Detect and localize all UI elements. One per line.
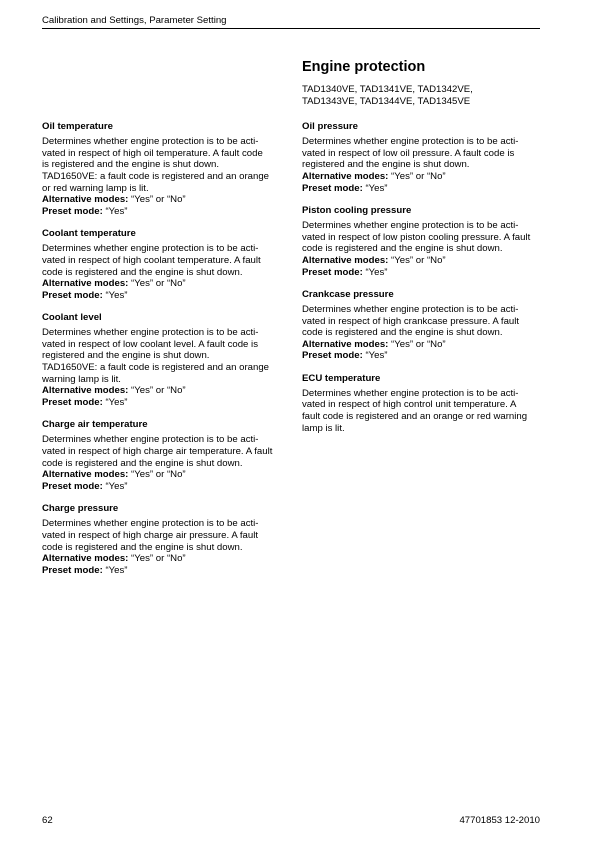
preset-mode-value: “Yes”: [365, 350, 388, 362]
alternative-modes: [302, 171, 542, 183]
running-header: Calibration and Settings, Parameter Setting: [42, 15, 227, 26]
engine-models: [302, 84, 542, 109]
description-line: TAD1650VE: a fault code is registered and an orange: [42, 362, 270, 374]
description-line: code is registered and the engine is shut down.: [42, 457, 243, 469]
preset-mode-label: Preset mode:: [42, 206, 103, 218]
parameter-title: Coolant temperature: [42, 228, 136, 240]
description-line: vated in respect of high charge air temperature. A fault: [42, 446, 273, 457]
parameter-block: [302, 121, 542, 194]
preset-mode-value: “Yes”: [105, 480, 128, 492]
alternative-modes-label: Alternative modes:: [42, 278, 129, 290]
parameter-title: Oil pressure: [302, 121, 358, 132]
description-line: code is registered and the engine is shut down.: [42, 541, 243, 553]
parameter-block: [42, 121, 282, 218]
alternative-modes: [42, 278, 282, 290]
parameter-block: [302, 205, 542, 278]
parameter-title: Piston cooling pressure: [302, 204, 412, 216]
parameter-title: Coolant level: [42, 312, 102, 324]
parameter-block: [42, 419, 282, 492]
preset-mode-value: “Yes”: [105, 289, 128, 301]
description-line: lamp is lit.: [302, 422, 345, 434]
description-line: Determines whether engine protection is to be acti-: [42, 434, 259, 446]
description-line: vated in respect of high oil temperature. A fault code: [42, 147, 263, 159]
preset-mode-label: Preset mode:: [302, 182, 363, 194]
alternative-modes: [302, 255, 542, 267]
parameter-title: ECU temperature: [302, 372, 381, 384]
alternative-modes-value: “Yes” or “No”: [391, 254, 446, 266]
alternative-modes: [42, 385, 282, 397]
preset-mode-value: “Yes”: [105, 564, 128, 576]
parameter-block: [302, 289, 542, 362]
description-line: registered and the engine is shut down.: [42, 350, 210, 362]
document-id: 47701853 12-2010: [459, 815, 540, 826]
preset-mode: [302, 267, 542, 279]
description-line: registered and the engine is shut down.: [302, 159, 470, 171]
preset-mode-value: “Yes”: [105, 206, 128, 218]
alternative-modes-value: “Yes” or “No”: [391, 171, 446, 183]
alternative-modes-label: Alternative modes:: [42, 194, 129, 206]
description-line: vated in respect of low piston cooling pressure. A fault: [302, 231, 531, 243]
preset-mode-label: Preset mode:: [42, 397, 103, 409]
description-line: Determines whether engine protection is to be acti-: [42, 327, 259, 339]
description-line: vated in respect of high crankcase pressure. A fault: [302, 315, 520, 327]
description-line: vated in respect of low coolant level. A fault code is: [42, 338, 258, 350]
description-line: code is registered and the engine is shut down.: [302, 243, 503, 255]
description-line: or red warning lamp is lit.: [42, 182, 149, 194]
alternative-modes-value: “Yes” or “No”: [391, 338, 446, 350]
parameter-block: [302, 373, 542, 435]
alternative-modes: [302, 339, 542, 351]
alternative-modes-label: Alternative modes:: [42, 469, 129, 481]
description-line: Determines whether engine protection is to be acti-: [42, 243, 259, 255]
alternative-modes-value: “Yes” or “No”: [131, 385, 186, 397]
description-line: Determines whether engine protection is to be acti-: [42, 136, 259, 148]
description-line: Determines whether engine protection is to be acti-: [302, 387, 519, 399]
preset-mode: [42, 290, 282, 302]
left-column: [42, 121, 282, 587]
parameter-description: [42, 434, 282, 469]
description-line: vated in respect of high charge air pressure. A fault: [42, 529, 258, 541]
preset-mode: [42, 397, 282, 409]
preset-mode-label: Preset mode:: [302, 350, 363, 362]
description-line: Determines whether engine protection is to be acti-: [302, 303, 519, 315]
parameter-title: Charge pressure: [42, 503, 119, 515]
parameter-block: [42, 312, 282, 409]
alternative-modes-label: Alternative modes:: [302, 171, 389, 183]
engine-models-line: TAD1340VE, TAD1341VE, TAD1342VE,: [302, 84, 473, 95]
description-line: vated in respect of low oil pressure. A fault code is: [302, 147, 515, 159]
alternative-modes: [42, 553, 282, 565]
engine-models-line: TAD1343VE, TAD1344VE, TAD1345VE: [302, 96, 471, 108]
alternative-modes: [42, 469, 282, 481]
preset-mode: [42, 565, 282, 577]
preset-mode: [302, 350, 542, 362]
parameter-title: Oil temperature: [42, 121, 113, 132]
preset-mode-label: Preset mode:: [42, 480, 103, 492]
parameter-description: [42, 327, 282, 385]
page-number: 62: [42, 815, 53, 826]
description-line: TAD1650VE: a fault code is registered and an orange: [42, 171, 270, 183]
preset-mode: [42, 481, 282, 493]
parameter-title: Crankcase pressure: [302, 288, 394, 300]
right-column: [302, 121, 542, 445]
preset-mode-label: Preset mode:: [42, 289, 103, 301]
preset-mode: [42, 206, 282, 218]
description-line: fault code is registered and an orange or red warning: [302, 411, 528, 423]
preset-mode-label: Preset mode:: [302, 266, 363, 278]
description-line: vated in respect of high control unit temperature. A: [302, 399, 517, 411]
description-line: vated in respect of high coolant temperature. A fault: [42, 254, 261, 266]
parameter-description: [302, 136, 542, 171]
alternative-modes-label: Alternative modes:: [42, 385, 129, 397]
preset-mode-value: “Yes”: [365, 266, 388, 278]
alternative-modes: [42, 194, 282, 206]
parameter-description: [302, 388, 542, 435]
parameter-description: [302, 220, 542, 255]
alternative-modes-value: “Yes” or “No”: [131, 469, 186, 481]
description-line: is registered and the engine is shut down.: [42, 159, 220, 171]
description-line: code is registered and the engine is shut down.: [42, 266, 243, 278]
alternative-modes-value: “Yes” or “No”: [131, 194, 186, 206]
preset-mode-value: “Yes”: [105, 397, 128, 409]
parameter-block: [42, 228, 282, 301]
preset-mode: [302, 183, 542, 195]
parameter-description: [42, 518, 282, 553]
preset-mode-value: “Yes”: [365, 182, 388, 194]
parameter-block: [42, 503, 282, 576]
description-line: code is registered and the engine is shut down.: [302, 327, 503, 339]
parameter-description: [42, 243, 282, 278]
parameter-title: Charge air temperature: [42, 419, 148, 431]
description-line: warning lamp is lit.: [42, 373, 121, 385]
header-rule: [42, 28, 540, 29]
section-title: Engine protection: [302, 59, 426, 75]
description-line: Determines whether engine protection is to be acti-: [302, 219, 519, 231]
alternative-modes-label: Alternative modes:: [42, 553, 129, 565]
alternative-modes-label: Alternative modes:: [302, 338, 389, 350]
alternative-modes-label: Alternative modes:: [302, 254, 389, 266]
alternative-modes-value: “Yes” or “No”: [131, 553, 186, 565]
parameter-description: [42, 136, 282, 194]
description-line: Determines whether engine protection is to be acti-: [42, 518, 259, 530]
parameter-description: [302, 304, 542, 339]
alternative-modes-value: “Yes” or “No”: [131, 278, 186, 290]
preset-mode-label: Preset mode:: [42, 564, 103, 576]
description-line: Determines whether engine protection is to be acti-: [302, 136, 519, 148]
